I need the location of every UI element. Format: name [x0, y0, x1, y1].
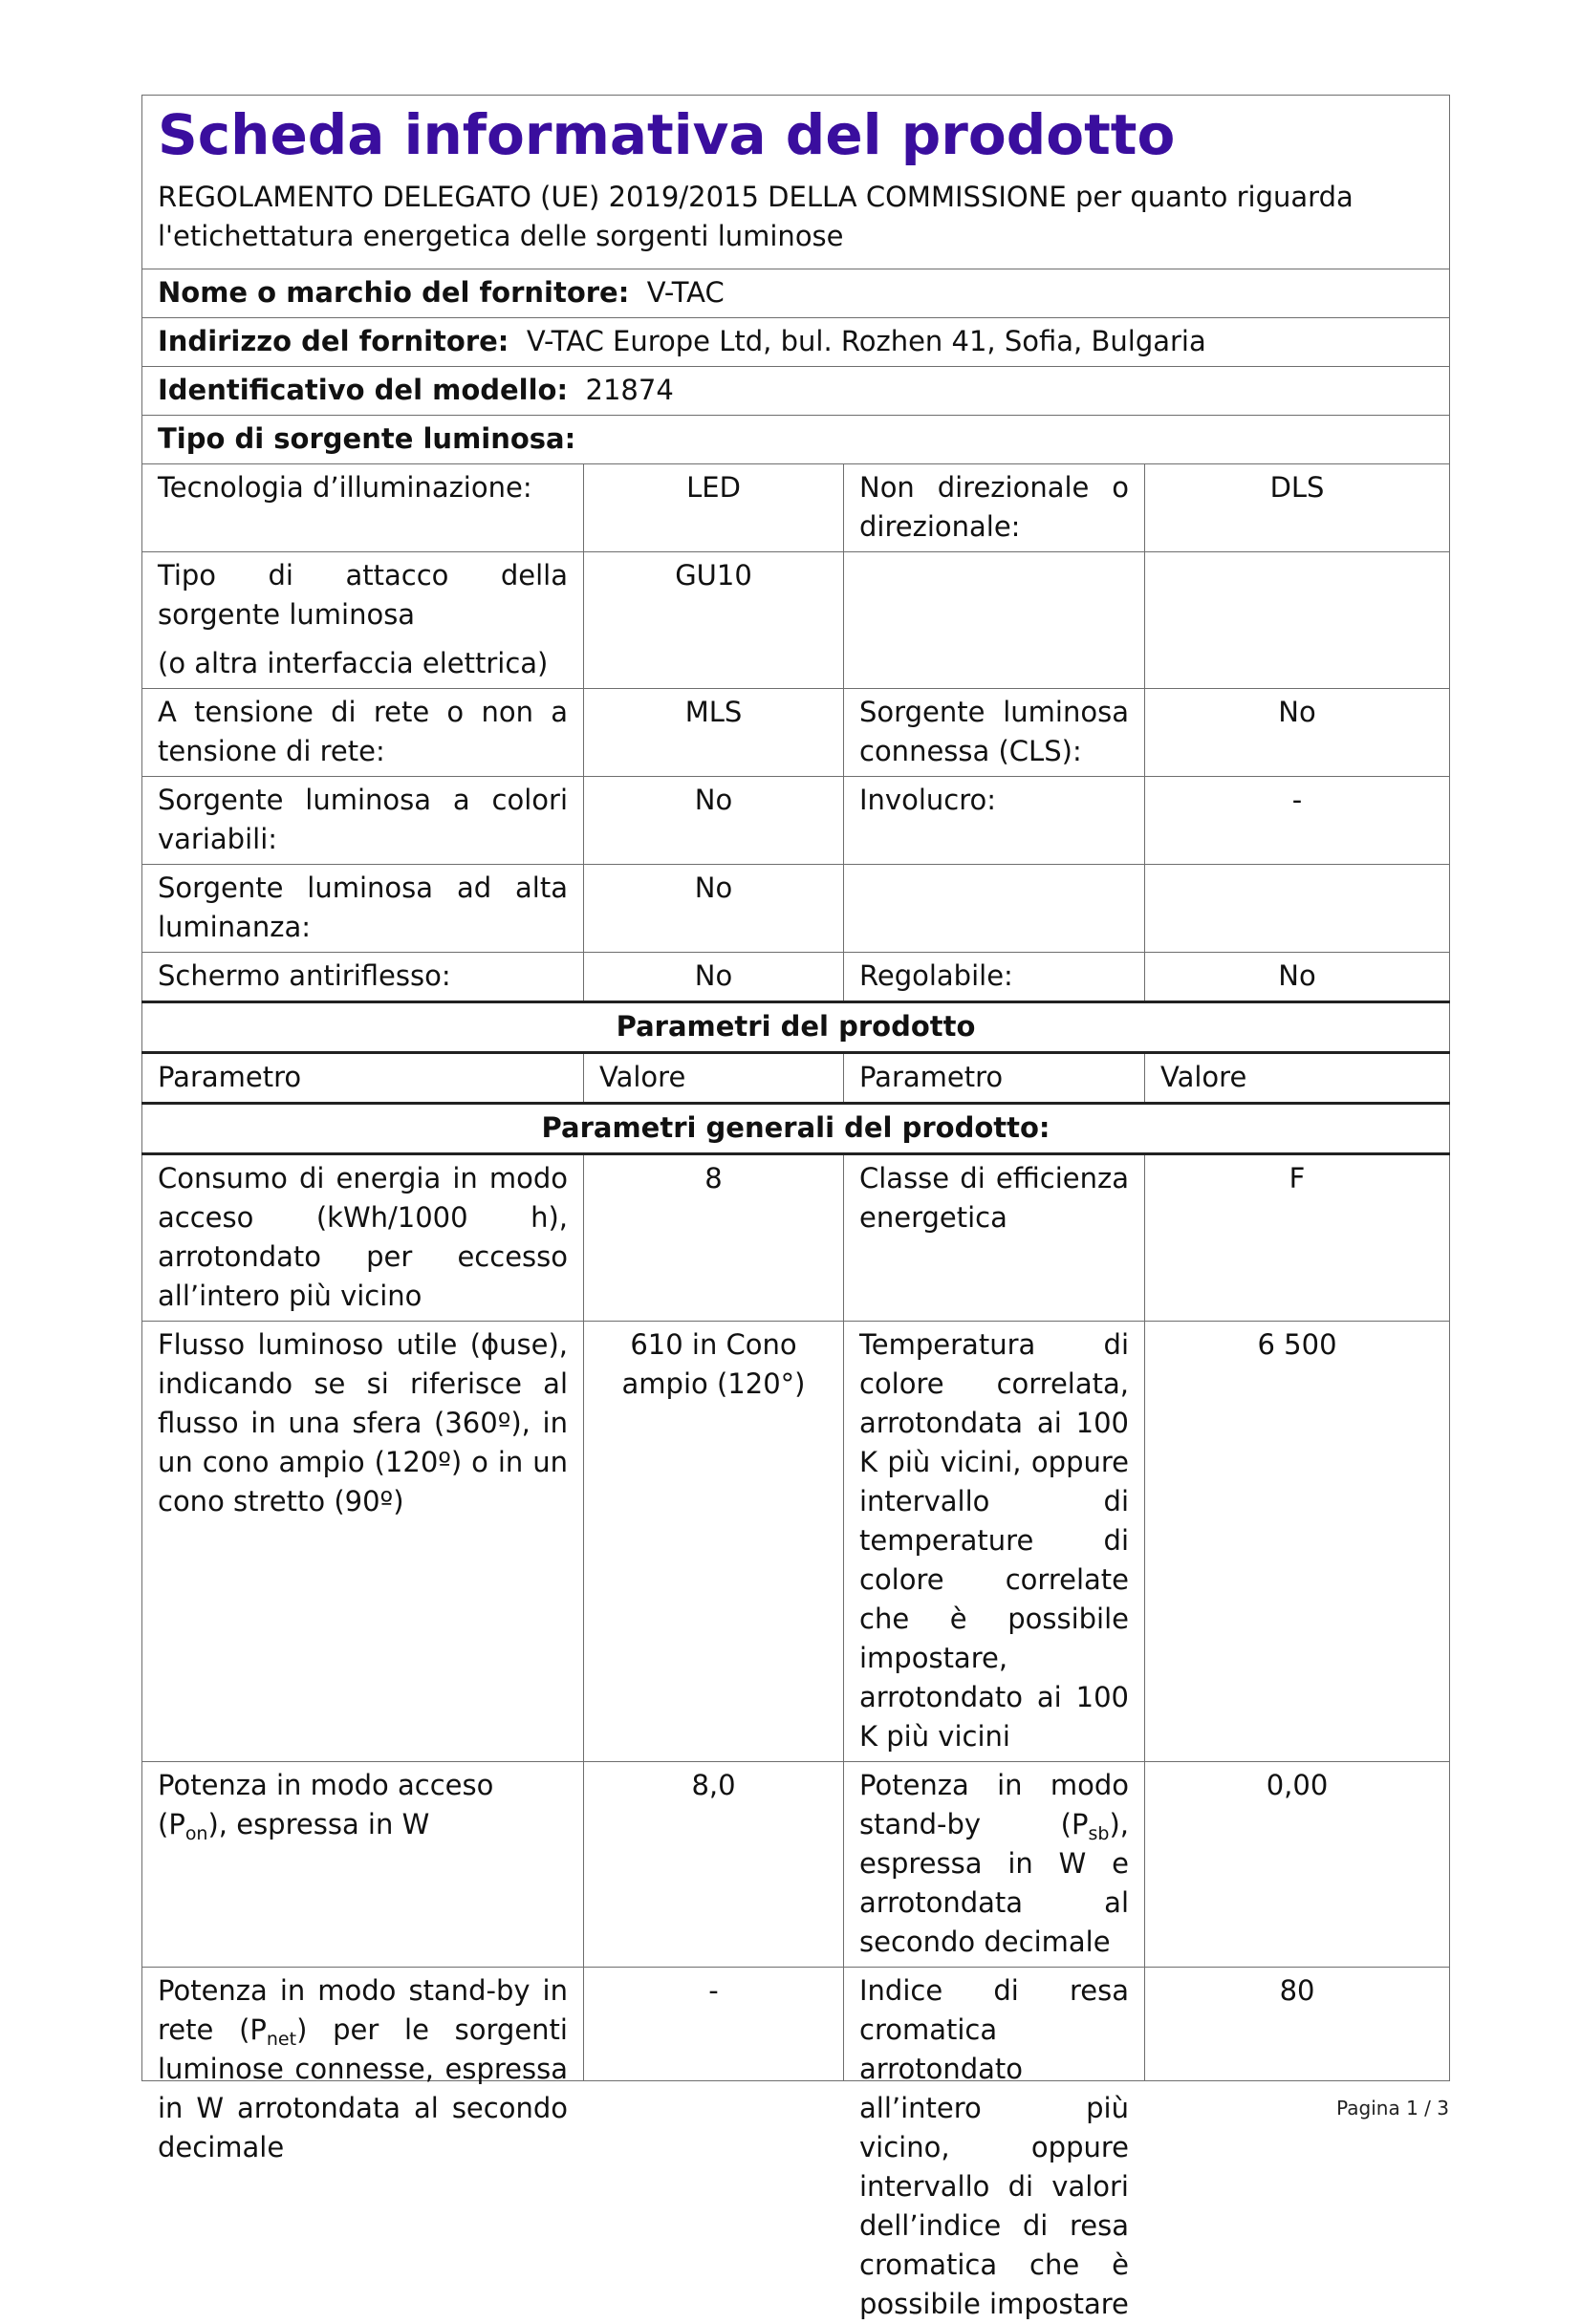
supplier-address-label: Indirizzo del fornitore: [158, 325, 509, 357]
cap-value: GU10 [584, 552, 844, 689]
dimmable-label: Regolabile: [844, 953, 1145, 1002]
supplier-address-row [142, 318, 1450, 367]
envelope-label: Involucro: [844, 777, 1145, 865]
mains-label: A tensione di rete o non a tensione di rete: [142, 689, 584, 777]
general-params-header: Parametri generali del prodotto: [142, 1104, 1450, 1154]
standby-net-row [142, 1968, 1450, 2081]
efficiency-class-value: F [1145, 1154, 1450, 1322]
tech-row [142, 464, 1450, 552]
standby-power-label: Potenza in modo stand-by $(P_{sb})$, espressa in W e arrotondata al secondo decimale [844, 1762, 1145, 1968]
glare-value: No [584, 953, 844, 1002]
color-tunable-value: No [584, 777, 844, 865]
model-id-value: 21874 [585, 374, 674, 406]
luminous-flux-value: 610 in Cono ampio (120°) [584, 1322, 844, 1762]
cri-label: Indice di resa cromatica arrotondato all’intero più vicino, oppure intervallo di valori dell’indice di resa cromatica che è possibile impostare [859, 1974, 1129, 2320]
cap-row [142, 552, 1450, 689]
glare-row [142, 953, 1450, 1002]
power-on-value: 8,0 [584, 1762, 844, 1968]
efficiency-class-label: Classe di efficienza energetica [844, 1154, 1145, 1322]
light-source-type-row [142, 416, 1450, 464]
cri-value: 80 [1279, 1974, 1315, 2007]
supplier-name-row [142, 269, 1450, 318]
directional-value: DLS [1145, 464, 1450, 552]
regulation-subtitle: REGOLAMENTO DELEGATO (UE) 2019/2015 DELLA COMMISSIONE per quanto riguarda l'etichettatura energetica delle sorgenti luminose [158, 181, 1354, 252]
standby-power-value: 0,00 [1145, 1762, 1450, 1968]
mains-value: MLS [584, 689, 844, 777]
cap-label-note: (o altra interfaccia elettrica) [158, 647, 549, 679]
light-source-type-label: Tipo di sorgente luminosa: [142, 416, 1450, 464]
color-tunable-label: Sorgente luminosa a colori variabili: [142, 777, 584, 865]
glare-label: Schermo antiriflesso: [142, 953, 584, 1002]
energy-consumption-value: 8 [584, 1154, 844, 1322]
col-header-param-1: Parametro [142, 1053, 584, 1104]
model-id-label: Identificativo del modello: [158, 374, 569, 406]
params-header-row [142, 1002, 1450, 1053]
col-header-value-1: Valore [584, 1053, 844, 1104]
cct-value: 6 500 [1145, 1322, 1450, 1762]
supplier-name-label: Nome o marchio del fornitore: [158, 276, 630, 309]
luminous-flux-label: Flusso luminoso utile (ɸuse), indicando se si riferisce al flusso in una sfera (360º), in un cono ampio (120º) o in un cono stretto (90º) [142, 1322, 584, 1762]
high-luminance-label: Sorgente luminosa ad alta luminanza: [142, 865, 584, 953]
standby-net-value: - [708, 1974, 719, 2007]
cls-label: Sorgente luminosa connessa (CLS): [844, 689, 1145, 777]
model-id-row [142, 367, 1450, 416]
page-number: Pagina 1 / 3 [1336, 2097, 1449, 2120]
cap-label: Tipo di attacco della sorgente luminosa [158, 559, 568, 631]
power-on-row [142, 1762, 1450, 1968]
directional-label: Non direzionale o direzionale: [844, 464, 1145, 552]
dimmable-value: No [1145, 953, 1450, 1002]
energy-row [142, 1154, 1450, 1322]
standby-net-label: Potenza in modo stand-by in rete $(P_{net})$ per le sorgenti luminose connesse, espressa in W arrotondata al secondo decimale [158, 1974, 568, 2163]
tech-label: Tecnologia d’illuminazione: [142, 464, 584, 552]
general-params-header-row [142, 1104, 1450, 1154]
col-header-value-2: Valore [1145, 1053, 1450, 1104]
envelope-value: - [1145, 777, 1450, 865]
col-header-param-2: Parametro [844, 1053, 1145, 1104]
luminance-row [142, 865, 1450, 953]
page-title: Scheda informativa del prodotto [158, 102, 1176, 167]
mains-row [142, 689, 1450, 777]
cct-label: Temperatura di colore correlata, arrotondata ai 100 K più vicini, oppure intervallo di temperature di colore correlate che è possibile impostare, arrotondato ai 100 K più vicini [844, 1322, 1145, 1762]
title-row [142, 96, 1450, 269]
supplier-address-value: V-TAC Europe Ltd, bul. Rozhen 41, Sofia, Bulgaria [526, 325, 1206, 357]
cls-value: No [1145, 689, 1450, 777]
flux-row [142, 1322, 1450, 1762]
power-on-label: Potenza in modo acceso $(P_{on})$, espressa in W [142, 1762, 584, 1968]
energy-consumption-label: Consumo di energia in modo acceso (kWh/1000 h), arrotondato per eccesso all’intero più vicino [142, 1154, 584, 1322]
high-luminance-value: No [584, 865, 844, 953]
column-header-row [142, 1053, 1450, 1104]
supplier-name-value: V-TAC [646, 276, 725, 309]
tech-value: LED [584, 464, 844, 552]
params-header: Parametri del prodotto [142, 1002, 1450, 1053]
color-row [142, 777, 1450, 865]
